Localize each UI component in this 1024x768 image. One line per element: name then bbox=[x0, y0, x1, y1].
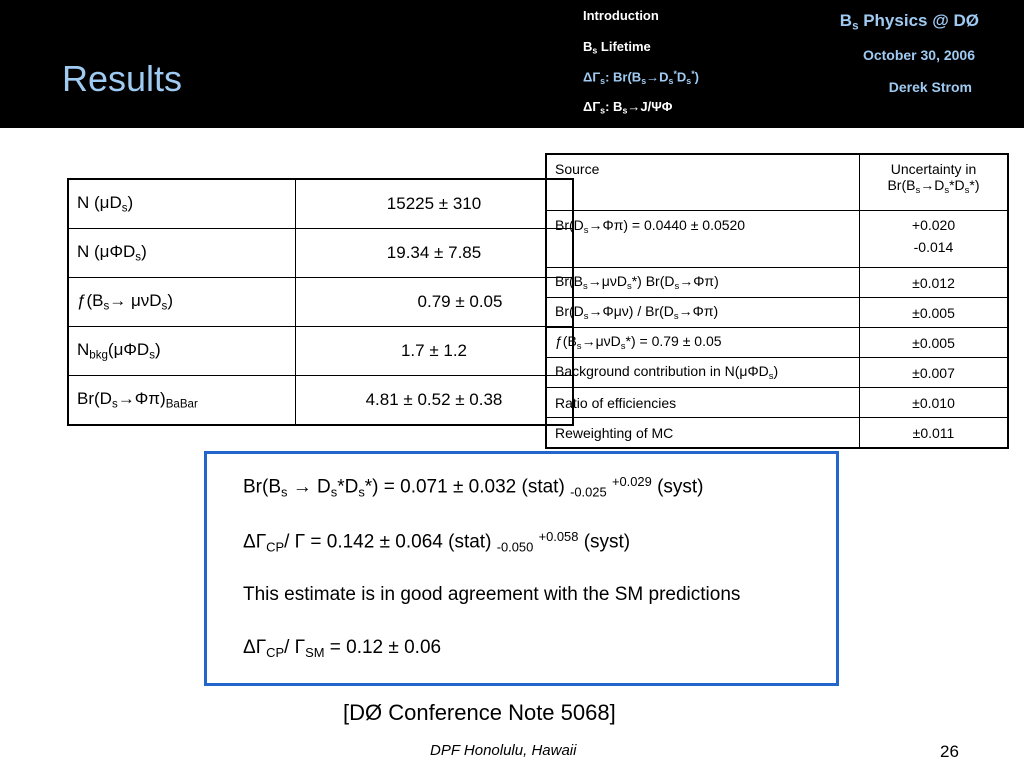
table-row bbox=[546, 328, 1008, 358]
nav-introduction[interactable]: Introduction bbox=[583, 8, 659, 23]
talk-author: Derek Strom bbox=[888, 79, 972, 95]
talk-title: $B_s$ Physics @ DØ bbox=[839, 11, 979, 33]
uncertainty-cell: ±0.010 bbox=[860, 388, 1009, 418]
table-row bbox=[68, 229, 573, 278]
talk-date: October 30, 2006 bbox=[862, 47, 975, 63]
table-row bbox=[546, 211, 1008, 268]
value-cell: 15225 ± 310 bbox=[296, 179, 574, 229]
nav-delta-gamma-br[interactable]: $\Delta\Gamma_s$: $Br(B_s\to D_s^*D_s^*)$ bbox=[583, 69, 699, 87]
results-box bbox=[204, 451, 839, 686]
quantity-cell: $ƒ(B_s\to \mu\nu D_s)$ bbox=[68, 278, 296, 327]
nav-bs-lifetime[interactable]: $B_s$ Lifetime bbox=[583, 39, 651, 56]
quantity-cell: $Br(D_s\to\Phi\pi)_{BaBar}$ bbox=[68, 376, 296, 426]
source-cell: Reweighting of MC bbox=[546, 418, 860, 449]
uncertainty-cell: ±0.005 bbox=[860, 328, 1009, 358]
uncertainty-header: Uncertainty in $Br(B_s\to D_s*D_s*)$ bbox=[860, 154, 1009, 211]
quantity-cell: N $(\mu D_s)$ bbox=[68, 179, 296, 229]
table-row bbox=[68, 376, 573, 426]
sm-prediction-line: $\Delta\Gamma_{CP}/$ $\Gamma_{SM} = 0.12 \pm 0.06$ bbox=[243, 637, 442, 660]
uncertainty-table bbox=[545, 153, 1009, 449]
table-row bbox=[68, 327, 573, 376]
source-cell: $Br(B_s\to\mu\nu D_s*)$ $Br(D_s\to\Phi\pi)$ bbox=[546, 268, 860, 298]
nav-delta-gamma-jpsi-phi[interactable]: $\Delta\Gamma_s$: $B_s\to J/\Psi\Phi$ bbox=[583, 99, 673, 116]
value-cell: 19.34 ± 7.85 bbox=[296, 229, 574, 278]
page-number: 26 bbox=[940, 742, 959, 761]
uncertainty-cell: ±0.005 bbox=[860, 298, 1009, 328]
delta-gamma-result-line: $\Delta\Gamma_{CP}/$ Γ = 0.142 ± 0.064 (stat) $_{-0.050}$ $^{+0.058}$ (syst) bbox=[243, 529, 631, 555]
agreement-statement: This estimate is in good agreement with the SM predictions bbox=[243, 584, 741, 605]
table-row bbox=[546, 388, 1008, 418]
slide-header bbox=[0, 0, 1024, 128]
source-cell: $Br(D_s\to\Phi\pi) = 0.0440 \pm 0.0520$ bbox=[546, 211, 860, 268]
value-cell: 0.79 ± 0.05 bbox=[296, 278, 574, 327]
uncertainty-cell: ±0.011 bbox=[860, 418, 1009, 449]
br-result-line: $Br(B_s \to D_s*D_s*) = 0.071 \pm 0.032$ (stat) $_{-0.025}$ $^{+0.029}$ (syst) bbox=[243, 474, 704, 500]
table-row bbox=[546, 358, 1008, 388]
uncertainty-cell: +0.020 -0.014 bbox=[860, 211, 1009, 268]
source-cell: $Br(D_s\to\Phi\mu\nu) / Br(D_s\to\Phi\pi)$ bbox=[546, 298, 860, 328]
uncertainty-cell: ±0.007 bbox=[860, 358, 1009, 388]
table-row bbox=[68, 179, 573, 229]
source-header: Source bbox=[546, 154, 860, 211]
inputs-table bbox=[67, 178, 574, 426]
slide-title: Results bbox=[62, 58, 183, 99]
uncertainty-cell: ±0.012 bbox=[860, 268, 1009, 298]
quantity-cell: $N_{bkg}(\mu\Phi D_s)$ bbox=[68, 327, 296, 376]
source-cell: $ƒ(B_s\to\mu\nu D_s*) = 0.79 \pm 0.05$ bbox=[546, 328, 860, 358]
source-cell: Background contribution in N(μΦD$_s$) bbox=[546, 358, 860, 388]
quantity-cell: N (μΦD$_s$) bbox=[68, 229, 296, 278]
source-cell: Ratio of efficiencies bbox=[546, 388, 860, 418]
table-row bbox=[546, 298, 1008, 328]
conference-note-reference: [DØ Conference Note 5068] bbox=[343, 700, 616, 725]
value-cell: 1.7 ± 1.2 bbox=[296, 327, 574, 376]
value-cell: 4.81 ± 0.52 ± 0.38 bbox=[296, 376, 574, 426]
table-header-row bbox=[546, 154, 1008, 211]
table-row bbox=[546, 268, 1008, 298]
table-row bbox=[546, 418, 1008, 449]
footer-venue: DPF Honolulu, Hawaii bbox=[430, 742, 577, 759]
table-row bbox=[68, 278, 573, 327]
